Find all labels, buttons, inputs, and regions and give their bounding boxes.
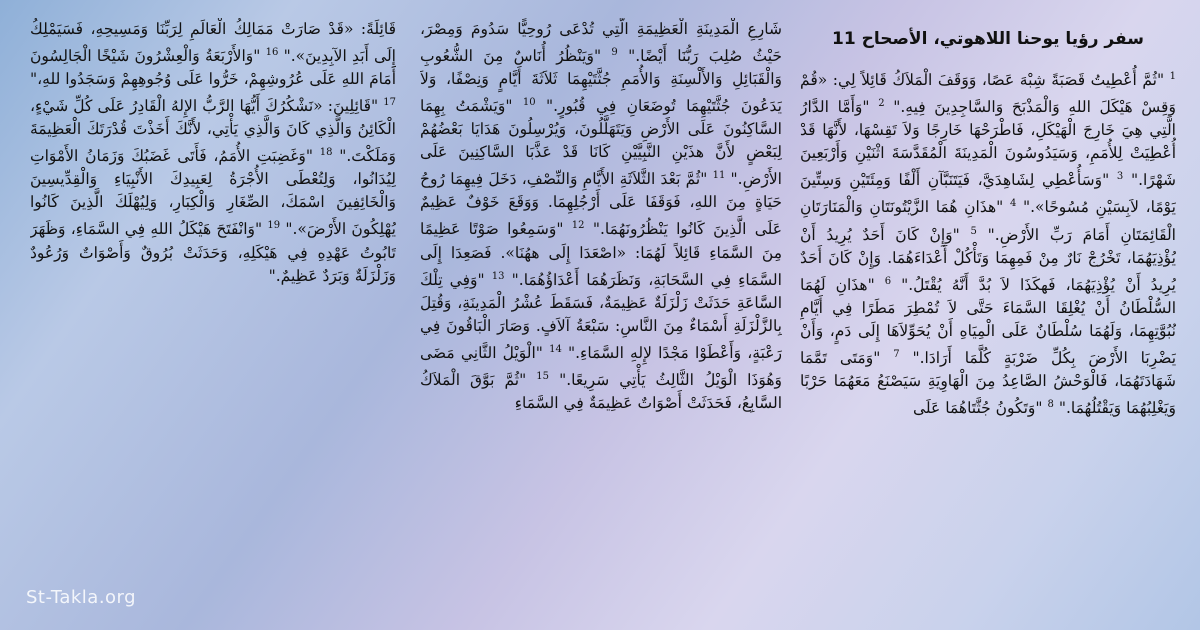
verse-number: 15 [536,370,550,382]
verse-number: 16 [265,47,279,58]
verse-text: "وَتَكُونُ جُثَّتَاهُمَا عَلَى [913,399,1043,418]
verse-number: 1 [1169,71,1176,82]
verse-number: 8 [1047,399,1054,411]
verse-text: "وَمَتَى تَمَّمَا شَهَادَتَهُمَا، فَالْوَحْشُ الصَّاعِدُ مِنَ الْهَاوِيَةِ سَيَصْنَعُ مَعَهُمَا حَرْبًا وَيَغْلِبُهُمَا وَيَقْتُلُهُمَا." [800,349,1176,418]
verse-text: شَارِعِ الْمَدِينَةِ الْعَظِيمَةِ الَّتِي تُدْعَى رُوحِيًّا سَدُومَ وَمِصْرَ، حَيْثُ صُلِبَ رَبُّنَا أَيْضًا." [420,20,782,66]
verse-text: "وَسَأُعْطِي لِشَاهِدَيَّ، فَيَتَنَبَّآنِ أَلْفًا وَمِئَتَيْنِ وَسِتِّينَ يَوْمًا، لاَبِسَيْنِ مُسُوحًا»." [800,171,1176,217]
verse-text: "هذَانِ هُمَا الزَّيْتُونَتَانِ وَالْمَنَارَتَانِ الْقَائِمَتَانِ أَمَامَ رَبِّ الأَرْضِ." [800,198,1176,244]
verse-number: 13 [491,270,505,282]
verse-text: "وَإِنْ كَانَ أَحَدٌ يُرِيدُ أَنْ يُؤْذِيَهُمَا، تَخْرُجْ نَارٌ مِنْ فَمِهِمَا وَتَأْكُلْ أَعْدَاءَهُمَا. وَإِنْ كَانَ أَحَدٌ يُرِيدُ أَنْ يُؤْذِيَهُمَا، فَهكَذَا لاَ بُدَّ أَنَّهُ يُقْتَلُ." [800,225,1176,294]
verse-number: 17 [383,97,396,109]
verse-number: 12 [571,220,585,232]
column-middle [420,18,782,612]
verse-number: 18 [319,147,333,159]
verses-right [800,65,1176,420]
verse-text: "وَفِي تِلْكَ السَّاعَةِ حَدَثَتْ زَلْزَلَةٌ عَظِيمَةٌ، فَسَقَطَ عُشْرُ الْمَدِينَةِ، وَقُتِلَ بِالزَّلْزَلَةِ أَسْمَاءٌ مِنَ النَّاسِ: سَبْعَةُ آلاَفٍ. وَصَارَ الْبَاقُونَ فِي رَعْبَةٍ، وَأَعْطَوْا مَجْدًا لإِلهِ السَّمَاءِ." [420,270,782,362]
verse-text: "ثُمَّ بَعْدَ الثَّلاَثَةِ الأَيَّامِ وَالنِّصْفِ، دَخَلَ فِيهِمَا رُوحُ حَيَاةٍ مِنَ اللهِ، فَوَقَفَا عَلَى أَرْجُلِهِمَا. وَوَقَعَ خَوْفٌ عَظِيمٌ عَلَى الَّذِينَ كَانُوا يَنْظُرُونَهُمَا." [420,170,782,239]
verse-text: "وَيَشْمَتُ بِهِمَا السَّاكِنُونَ عَلَى الأَرْضِ وَيَتَهَلَّلُونَ، وَيُرْسِلُونَ هَدَايَا بَعْضُهُمْ لِبَعْضٍ لأَنَّ هذَيْنِ النَّبِيَّيْنِ كَانَا قَدْ عَذَّبَا السَّاكِنِينَ عَلَى الأَرْضِ." [420,97,782,189]
column-left [30,18,396,612]
verse-number: 10 [522,97,536,109]
verse-number: 3 [1116,171,1124,183]
verse-text: "وَالأَرْبَعَةُ وَالْعِشْرُونَ شَيْخًا الْجَالِسُونَ أَمَامَ اللهِ عَلَى عُرُوشِهِمْ، خَرُّوا عَلَى وُجُوهِهِمْ وَسَجَدُوا للهِ،" [30,47,396,89]
verse-text: "وَسَمِعُوا صَوْتًا عَظِيمًا مِنَ السَّمَاءِ قَائِلاً لَهُمَا: «اصْعَدَا إِلَى ههُنَا». فَصَعِدَا إِلَى السَّمَاءِ فِي السَّحَابَةِ، وَنَظَرَهُمَا أَعْدَاؤُهُمَا." [420,220,782,289]
verse-text: "وَيَنْظُرُ أُنَاسٌ مِنَ الشُّعُوبِ وَالْقَبَائِلِ وَالأَلْسِنَةِ وَالأُمَمِ جُثَّتَيْهِمَا ثَلاَثَةَ أَيَّامٍ وَنِصْفًا، وَلاَ يَدَعُونَ جُثَّتَيْهِمَا تُوضَعَانِ فِي قُبُورٍ." [420,47,782,116]
verse-text: "وَانْفَتَحَ هَيْكَلُ اللهِ فِي السَّمَاءِ، وَظَهَرَ تَابُوتُ عَهْدِهِ فِي هَيْكَلِهِ، وَحَدَثَتْ بُرُوقٌ وَأَصْوَاتٌ وَرُعُودٌ وَزَلْزَلَةٌ وَبَرَدٌ عَظِيمٌ." [30,220,396,285]
verses-left [30,18,396,288]
verse-number: 19 [267,220,281,232]
verse-number: 4 [1009,198,1017,210]
verse-text: "الْوَيْلُ الثَّانِي مَضَى وَهُوَذَا الْوَيْلُ الثَّالِثُ يَأْتِي سَرِيعًا." [420,343,782,390]
verse-text: "وَغَضِبَتِ الأُمَمُ، فَأَتَى غَضَبُكَ وَزَمَانُ الأَمْوَاتِ لِيُدَانُوا، وَلِتُعْطَى الأُجْرَةُ لِعَبِيدِكَ الأَنْبِيَاءِ وَالْقِدِّيسِينَ وَالْخَائِفِينَ اسْمَكَ، الصِّغَارِ وَالْكِبَارِ، وَلِيُهْلَكَ الَّذِينَ كَانُوا يُهْلِكُونَ الأَرْضَ»." [30,147,396,239]
verses-middle [420,18,782,415]
verse-number: 5 [970,225,977,237]
verse-text: "قَائِلِينَ: «نَشْكُرُكَ أَيُّهَا الرَّبُّ الإِلهُ الْقَادِرُ عَلَى كُلِّ شَيْءٍ، الْكَائِنُ وَالَّذِي كَانَ وَالَّذِي يَأْتِي، لأَنَّكَ أَخَذْتَ قُدْرَتَكَ الْعَظِيمَةَ وَمَلَكْتَ." [30,97,396,166]
chapter-title: سفر رؤيا يوحنا اللاهوتي، الأصحاح 11 [832,29,1144,49]
verse-number: 11 [712,170,726,182]
verse-number: 2 [878,98,885,110]
verse-number: 9 [611,47,618,58]
verse-number: 6 [884,275,892,287]
verse-number: 7 [893,348,900,360]
verse-text: "وَأَمَّا الدَّارُ الَّتِي هِيَ خَارِجَ الْهَيْكَلِ، فَاطْرَحْهَا خَارِجًا وَلاَ تَقِسْهَا، لأَنَّهَا قَدْ أُعْطِيَتْ لِلأُمَمِ، وَسَيَدُوسُونَ الْمَدِينَةَ الْمُقَدَّسَةَ اثْنَيْنِ وَأَرْبَعِينَ شَهْرًا." [800,98,1176,190]
column-right [800,18,1176,612]
verse-text: "ثُمَّ بَوَّقَ الْمَلاَكُ السَّابِعُ، فَحَدَثَتْ أَصْوَاتٌ عَظِيمَةٌ فِي السَّمَاءِ [420,371,782,413]
verse-text: "هذَانِ لَهُمَا السُّلْطَانُ أَنْ يُغْلِقَا السَّمَاءَ حَتَّى لاَ تُمْطِرَ مَطَرًا فِي أَيَّامِ نُبُوَّتِهِمَا، وَلَهُمَا سُلْطَانٌ عَلَى الْمِيَاهِ أَنْ يُحَوِّلاَهَا إِلَى دَمٍ، وَأَنْ يَضْرِبَا الأَرْضَ بِكُلِّ ضَرْبَةٍ كُلَّمَا أَرَادَا." [800,275,1176,368]
verse-text: "ثُمَّ أُعْطِيتُ قَصَبَةً شِبْهَ عَصًا، وَوَقَفَ الْمَلاَكُ قَائِلاً لِي: «قُمْ وَقِسْ هَيْكَلَ اللهِ وَالْمَذْبَحَ وَالسَّاجِدِينَ فِيهِ." [800,71,1176,117]
verse-number: 14 [549,343,562,355]
verse-text: قَائِلَةً: «قَدْ صَارَتْ مَمَالِكُ الْعَالَمِ لِرَبِّنَا وَمَسِيحِهِ، فَسَيَمْلِكُ إِلَى أَبَدِ الآبِدِينَ»." [30,20,396,66]
site-watermark: St-Takla.org [26,587,137,608]
